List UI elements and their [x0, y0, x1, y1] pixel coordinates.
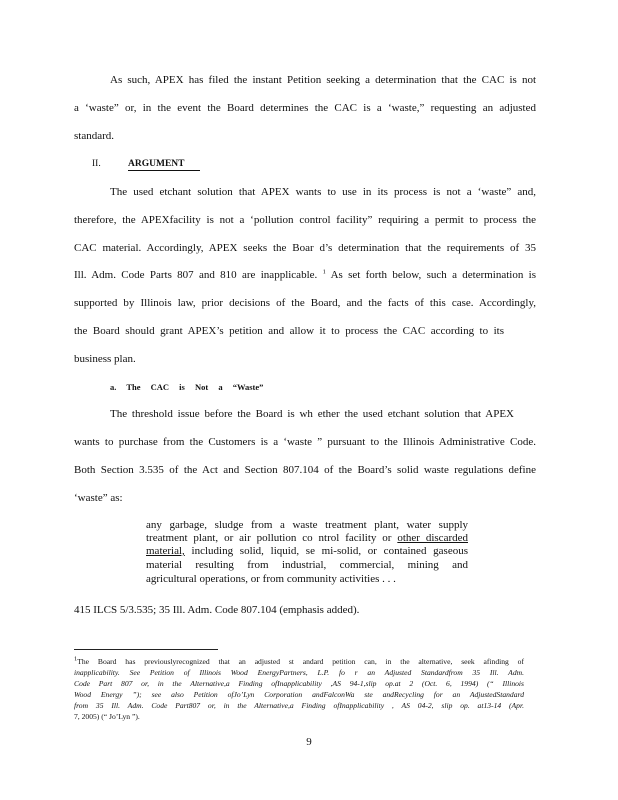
argument-line-5: supported by Illinois law, prior decisions of the Board, and the facts of this case. Accordingly, [74, 297, 536, 309]
page-number: 9 [306, 736, 312, 748]
block-quote-emphasis-1: other discarded [397, 532, 468, 544]
footnote-number: 1 [74, 655, 78, 663]
argument-line-3: CAC material. Accordingly, APEX seeks the Boar d’s determination that the requirements of 35 [74, 242, 536, 254]
section-title: ARGUMENT [128, 158, 200, 171]
argument-line-4-text-after: As set forth below, such a determination is [330, 269, 537, 281]
argument-line-4 [74, 268, 536, 282]
subheading: a. The CAC is Not a “Waste” [110, 382, 264, 392]
threshold-line-1: The threshold issue before the Board is wh ether the used etchant solution that APEX [110, 408, 514, 420]
footnote-line-1-text: The Board has previouslyrecognized that an adjusted st andard petition can, in the alternative, seek afinding of [77, 657, 524, 666]
citation: 415 ILCS 5/3.535; 35 Ill. Adm. Code 807.104 (emphasis added). [74, 604, 360, 616]
intro-line-1: As such, APEX has filed the instant Petition seeking a determination that the CAC is not [110, 74, 536, 86]
argument-line-1: The used etchant solution that APEX wants to use in its process is not a ‘waste” and, [110, 186, 536, 198]
footnote-line-1 [74, 656, 524, 667]
footnote-divider [74, 649, 218, 650]
footnote-line-4: Wood Energy ”); see also Petition ofJo’Lyn Corporation andFalconWa ste andRecycling for an AdjustedStandard [74, 690, 524, 699]
block-quote-line-1: any garbage, sludge from a waste treatment plant, water supply [146, 519, 468, 531]
threshold-line-4: ‘waste” as: [74, 492, 123, 504]
argument-line-4-text-before: Ill. Adm. Code Parts 807 and 810 are inapplicable. [74, 269, 318, 281]
footnote-line-2: inapplicability. See Petition of Illinois Wood EnergyPartners, L.P. fo r an Adjusted Standardfrom 35 Ill. Adm. [74, 668, 524, 677]
intro-line-3: standard. [74, 130, 115, 142]
threshold-line-2: wants to purchase from the Customers is a ‘waste ” pursuant to the Illinois Administrative Code. [74, 436, 536, 448]
footnote-reference: 1 [322, 268, 326, 276]
block-quote-emphasis-2: material, [146, 545, 185, 557]
argument-line-7: business plan. [74, 353, 136, 365]
footnote-line-6: 7, 2005) (“ Jo’Lyn ”). [74, 712, 140, 721]
block-quote-line-3 [146, 545, 468, 558]
argument-line-6: the Board should grant APEX’s petition and allow it to process the CAC according to its [74, 325, 504, 337]
footnote-line-3: Code Part 807 or, in the Alternative,a Finding ofInapplicability ,AS 94-1,slip op.at 2 (Oct. 6, 1994) (“ Illinois [74, 679, 524, 688]
argument-line-2: therefore, the APEXfacility is not a ‘pollution control facility” requiring a permit to process the [74, 214, 536, 226]
block-quote-line-3-text: including solid, liquid, se mi-solid, or contained gaseous [184, 545, 468, 557]
block-quote-line-5: agricultural operations, or from community activities . . . [146, 573, 396, 585]
footnote-line-5: from 35 Ill. Adm. Code Part807 or, in the Alternative,a Finding ofInapplicability , AS 04-2, slip op. at13-14 (Apr. [74, 701, 524, 710]
section-numeral: II. [92, 159, 101, 169]
block-quote-line-4: material resulting from industrial, commercial, mining and [146, 559, 468, 571]
threshold-line-3: Both Section 3.535 of the Act and Section 807.104 of the Board’s solid waste regulations define [74, 464, 536, 476]
block-quote-line-2 [146, 532, 468, 545]
intro-line-2: a ‘waste” or, in the event the Board determines the CAC is a ‘waste,” requesting an adjusted [74, 102, 536, 114]
block-quote-line-2-text: treatment plant, or air pollution co ntrol facility or [146, 532, 398, 544]
